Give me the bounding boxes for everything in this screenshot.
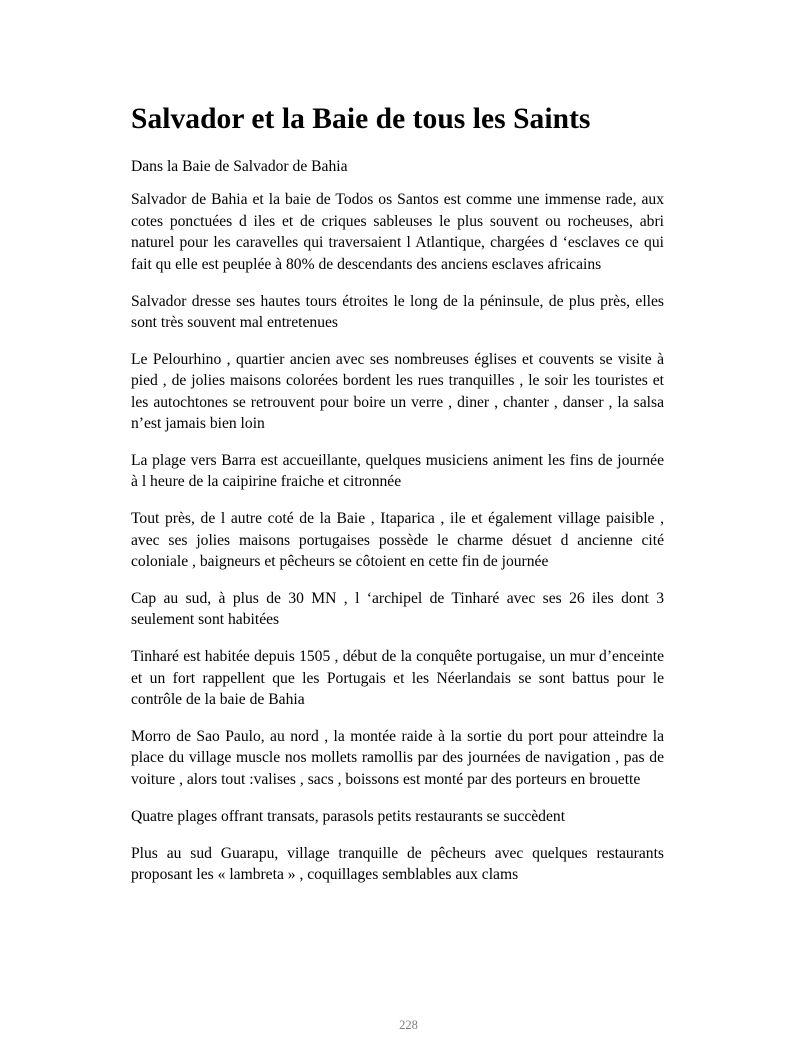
page-title: Salvador et la Baie de tous les Saints	[131, 103, 591, 135]
paragraph-tinhare-history: Tinharé est habitée depuis 1505 , début de la conquête portugaise, un mur d’enceinte et un fort rappellent que les Portugais et les Néerlandais se sont battus pour le contrôle de la baie de Bahia	[131, 648, 664, 709]
paragraph-pelourhino: Le Pelourhino , quartier ancien avec ses nombreuses églises et couvents se visite à pied , de jolies maisons colorées bordent les rues tranquilles , le soir les touristes et les autochtones se retrouvent pour boire un verre , diner , chanter , danser , la salsa n’est jamais bien loin	[131, 350, 664, 433]
paragraph-salvador-bahia: Salvador de Bahia et la baie de Todos os Santos est comme une immense rade, aux cotes ponctuées d iles et de criques sableuses le plus souvent ou rocheuses, abri naturel pour les caravelles qui traversaient l Atlantique, chargées d ‘esclaves ce qui fait qu elle est peuplée à 80% de descendants des anciens esclaves africains	[131, 191, 664, 273]
intro-paragraph: Dans la Baie de Salvador de Bahia	[131, 158, 348, 175]
paragraph-guarapu: Plus au sud Guarapu, village tranquille de pêcheurs avec quelques restaurants proposant les « lambreta » , coquillages semblables aux clams	[131, 844, 664, 884]
paragraph-towers: Salvador dresse ses hautes tours étroites le long de la péninsule, de plus près, elles sont très souvent mal entretenues	[131, 292, 664, 331]
page-number: 228	[399, 1018, 418, 1032]
paragraph-morro-de-sao-paulo: Morro de Sao Paulo, au nord , la montée raide à la sortie du port pour atteindre la place du village muscle nos mollets ramollis par des journées de navigation , pas de voiture , alors tout :valises , sacs , boissons est monté par des porteurs en brouette	[131, 728, 664, 788]
paragraph-beaches: Quatre plages offrant transats, parasols petits restaurants se succèdent	[131, 807, 566, 825]
paragraph-itaparica: Tout près, de l autre coté de la Baie , Itaparica , ile et également village paisible , avec ses jolies maisons portugaises possède le charme désuet d ancienne cité coloniale , baigneurs et pêcheurs se côtoient en cette fin de journée	[131, 510, 664, 571]
paragraph-barra-beach: La plage vers Barra est accueillante, quelques musiciens animent les fins de journée à l heure de la caipirine fraiche et citronnée	[131, 451, 664, 491]
paragraph-tinhare-archipelago: Cap au sud, à plus de 30 MN , l ‘archipel de Tinharé avec ses 26 iles dont 3 seulement sont habitées	[131, 590, 664, 629]
page-content	[131, 100, 664, 901]
